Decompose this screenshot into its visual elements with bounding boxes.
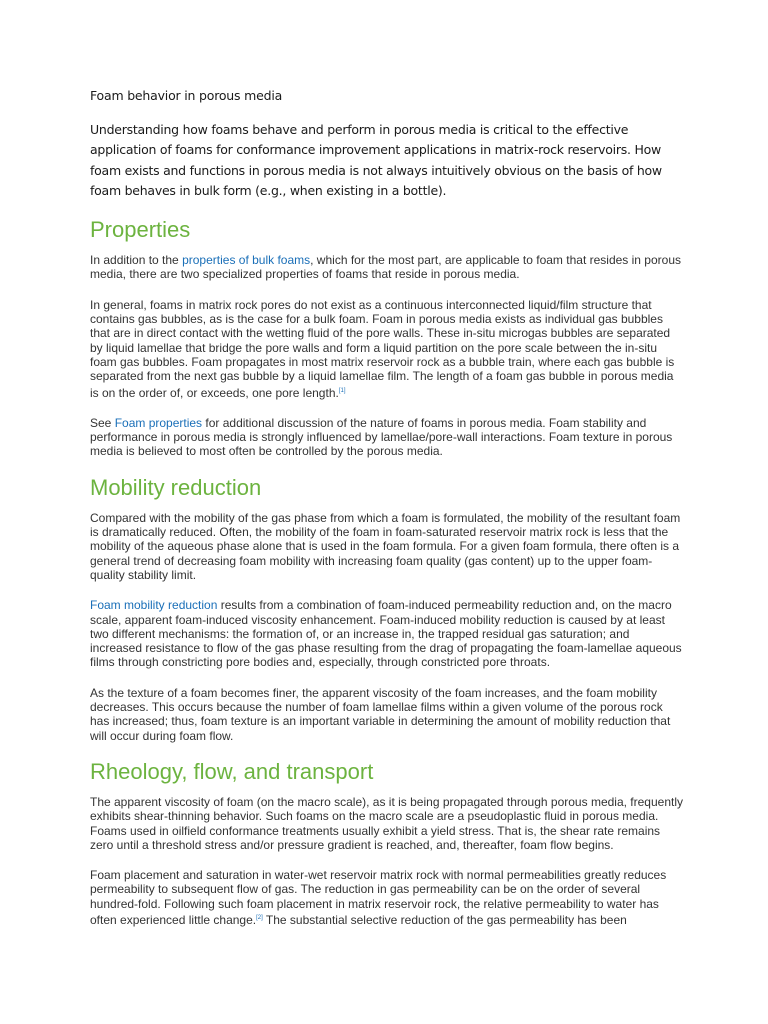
document-title: Foam behavior in porous media	[90, 88, 283, 103]
heading-mobility-reduction: Mobility reduction	[90, 474, 262, 500]
mobility-paragraph-2	[90, 598, 684, 669]
text-run: results from a combination of foam-induced permeability reduction and, on the macro scale, apparent foam-induced viscosity enhancement. Foam-induced mobility reduction is caused by at least two different mechanisms: the formation of, or an increase in, the trapped residual gas saturation; and increased resistance to flow of the gas phase resulting from the drag of propagating the foam-lamellae aqueous films through constricting pore bodies and, especially, through constricted pore throats.	[90, 598, 682, 670]
text-run: In general, foams in matrix rock pores do not exist as a continuous interconnected liquid/film structure that contains gas bubbles, as is the case for a bulk foam. Foam in porous media exists as individual gas bubbles that are in direct contact with the wetting fluid of the pore walls. These in-situ microgas bubbles are separated by liquid lamellae that bridge the pore walls and form a liquid partition on the pore scale between the in-situ foam gas bubbles. Foam propagates in most matrix reservoir rock as a bubble train, where each gas bubble is separated from the next gas bubble by a liquid lamellae film. The length of a foam gas bubble in porous media is on the order of, or exceeds, one pore length.	[90, 297, 675, 400]
mobility-paragraph-1: Compared with the mobility of the gas phase from which a foam is formulated, the mobility of the resultant foam is dramatically reduced. Often, the mobility of the foam in foam-saturated reservoir matrix rock is less that the mobility of the aqueous phase alone that is used in the foam formula. For a given foam formula, there often is a general trend of decreasing foam mobility with increasing foam quality (gas content) up to the upper foam-quality stability limit.	[90, 510, 681, 582]
rheology-paragraph-1: The apparent viscosity of foam (on the macro scale), as it is being propagated through porous media, frequently exhibits shear-thinning behavior. Such foams on the macro scale are a pseudoplastic fluid in porous media. Foams used in oilfield conformance treatments usually exhibit a yield stress. That is, the shear rate remains zero until a threshold stress and/or pressure gradient is reached, and, thereafter, foam flow begins.	[90, 794, 683, 852]
heading-rheology-flow-transport: Rheology, flow, and transport	[90, 758, 374, 784]
properties-paragraph-1	[90, 253, 684, 282]
heading-properties: Properties	[90, 217, 191, 243]
link-foam-properties[interactable]: Foam properties	[114, 415, 203, 430]
text-run: for additional discussion of the nature of foams in porous media. Foam stability and performance in porous media is strongly influenced by lamellae/pore-wall interactions. Foam texture in porous media is believed to most often be controlled by the porous media.	[90, 415, 673, 459]
properties-paragraph-2	[90, 298, 684, 400]
document-page	[90, 88, 684, 943]
reference-2-link[interactable]: [2]	[256, 914, 263, 921]
link-properties-of-bulk-foams[interactable]: properties of bulk foams	[182, 253, 311, 268]
link-foam-mobility-reduction[interactable]: Foam mobility reduction	[90, 598, 218, 613]
rheology-paragraph-2	[90, 868, 684, 927]
intro-paragraph: Understanding how foams behave and perform in porous media is critical to the effective application of foams for conformance improvement applications in matrix-rock reservoirs. How foam exists and functions in porous media is not always intuitively obvious on the basis of how foam behaves in bulk form (e.g., when existing in a bottle).	[90, 122, 662, 198]
text-run: In addition to the	[90, 253, 183, 268]
text-run: See	[90, 415, 115, 430]
properties-paragraph-3	[90, 416, 684, 459]
mobility-paragraph-3: As the texture of a foam becomes finer, the apparent viscosity of the foam increases, and the foam mobility decreases. This occurs because the number of foam lamellae films within a given volume of the porous rock has increased; thus, foam texture is an important variable in determining the amount of mobility reduction that will occur during foam flow.	[90, 685, 671, 743]
text-run: , which for the most part, are applicable to foam that resides in porous media, there are two specialized properties of foams that reside in porous media.	[90, 253, 681, 282]
text-run: Foam placement and saturation in water-wet reservoir matrix rock with normal permeabilities greatly reduces permeability to subsequent flow of gas. The reduction in gas permeability can be on the order of several hundred-fold. Following such foam placement in matrix reservoir rock, the relative permeability to water has often experienced little change.	[90, 868, 667, 927]
reference-1-link[interactable]: [1]	[338, 387, 346, 394]
text-run: The substantial selective reduction of the gas permeability has been	[262, 912, 627, 927]
